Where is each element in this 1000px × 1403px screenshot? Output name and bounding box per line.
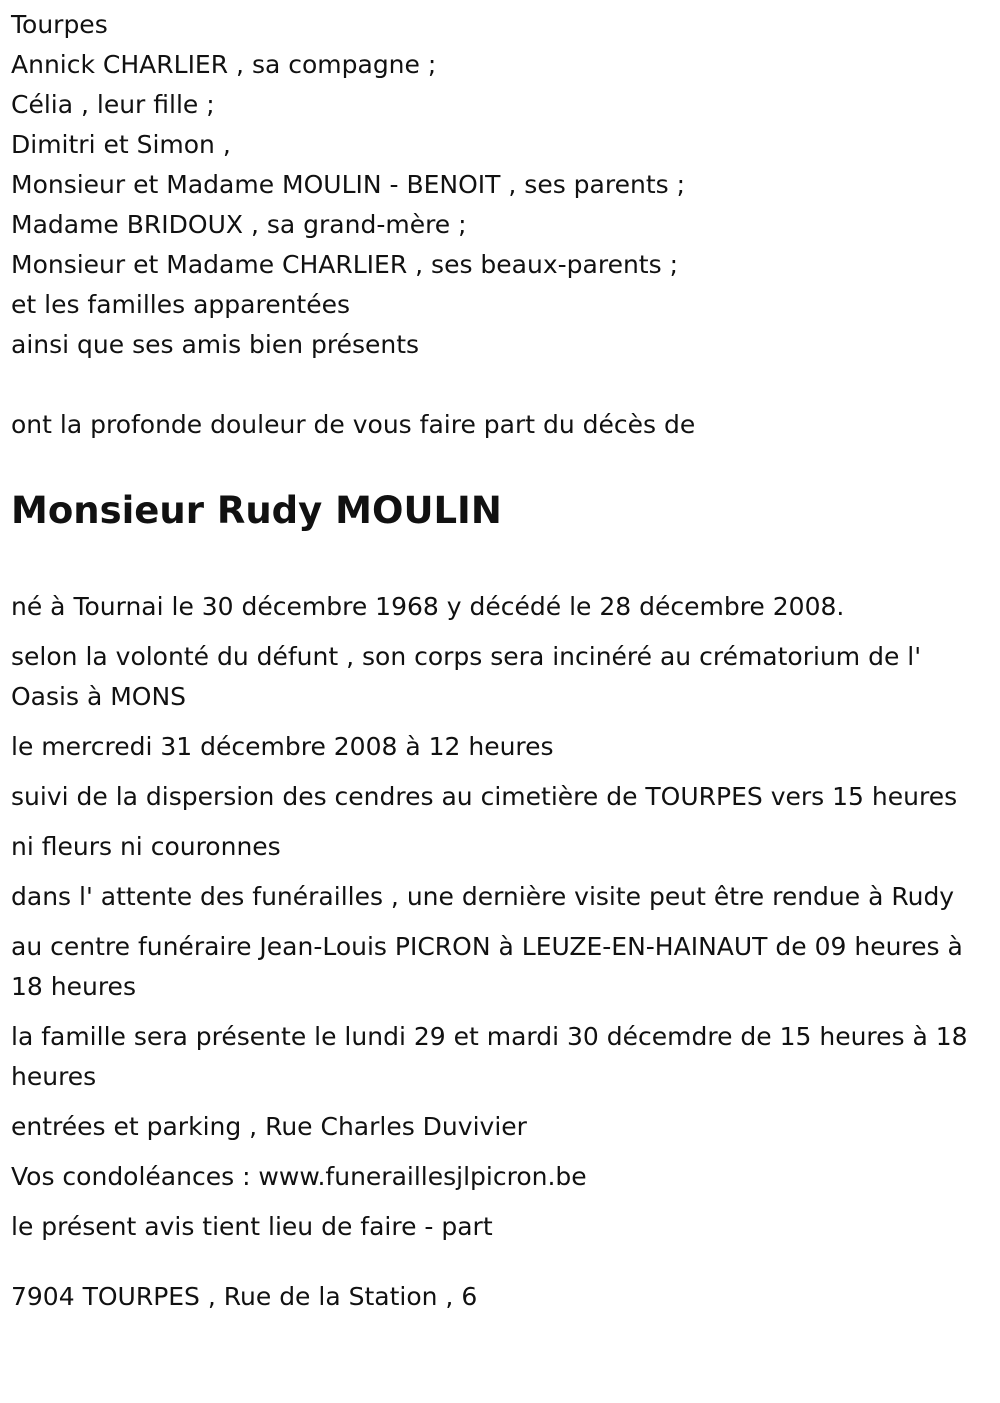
family-line-daughter: Célia , leur fille ;	[11, 90, 215, 119]
funeral-details	[11, 587, 991, 1247]
announcement-text: ont la profonde douleur de vous faire part du décès de	[11, 410, 696, 439]
family-line-relatives: et les familles apparentées	[11, 290, 351, 319]
detail-condolences: Vos condoléances : www.funeraillesjlpicron.be	[11, 1162, 587, 1191]
detail-family-presence: la famille sera présente le lundi 29 et mardi 30 décemdre de 15 heures à 18 heures	[11, 1022, 968, 1091]
family-line-sons: Dimitri et Simon ,	[11, 130, 231, 159]
detail-last-visit: dans l' attente des funérailles , une dernière visite peut être rendue à Rudy	[11, 882, 955, 911]
detail-cremation-date: le mercredi 31 décembre 2008 à 12 heures	[11, 732, 554, 761]
family-line-in-laws: Monsieur et Madame CHARLIER , ses beaux-parents ;	[11, 250, 679, 279]
detail-no-flowers: ni fleurs ni couronnes	[11, 832, 281, 861]
family-line-friends: ainsi que ses amis bien présents	[11, 330, 420, 359]
deceased-name: Monsieur Rudy MOULIN	[11, 489, 502, 532]
detail-ash-dispersion: suivi de la dispersion des cendres au cimetière de TOURPES vers 15 heures	[11, 782, 958, 811]
family-line-partner: Annick CHARLIER , sa compagne ;	[11, 50, 437, 79]
detail-funeral-center: au centre funéraire Jean-Louis PICRON à LEUZE-EN-HAINAUT de 09 heures à 18 heures	[11, 932, 963, 1001]
detail-birth-death: né à Tournai le 30 décembre 1968 y décédé le 28 décembre 2008.	[11, 592, 845, 621]
detail-parking: entrées et parking , Rue Charles Duvivier	[11, 1112, 527, 1141]
address: 7904 TOURPES , Rue de la Station , 6	[11, 1282, 478, 1311]
family-line-grandmother: Madame BRIDOUX , sa grand-mère ;	[11, 210, 467, 239]
detail-notice-statement: le présent avis tient lieu de faire - part	[11, 1212, 493, 1241]
family-line-parents: Monsieur et Madame MOULIN - BENOIT , ses parents ;	[11, 170, 686, 199]
family-line-locality: Tourpes	[11, 10, 108, 39]
family-list	[11, 5, 991, 365]
detail-cremation: selon la volonté du défunt , son corps sera incinéré au crématorium de l' Oasis à MONS	[11, 642, 922, 711]
obituary-notice	[11, 0, 991, 1317]
